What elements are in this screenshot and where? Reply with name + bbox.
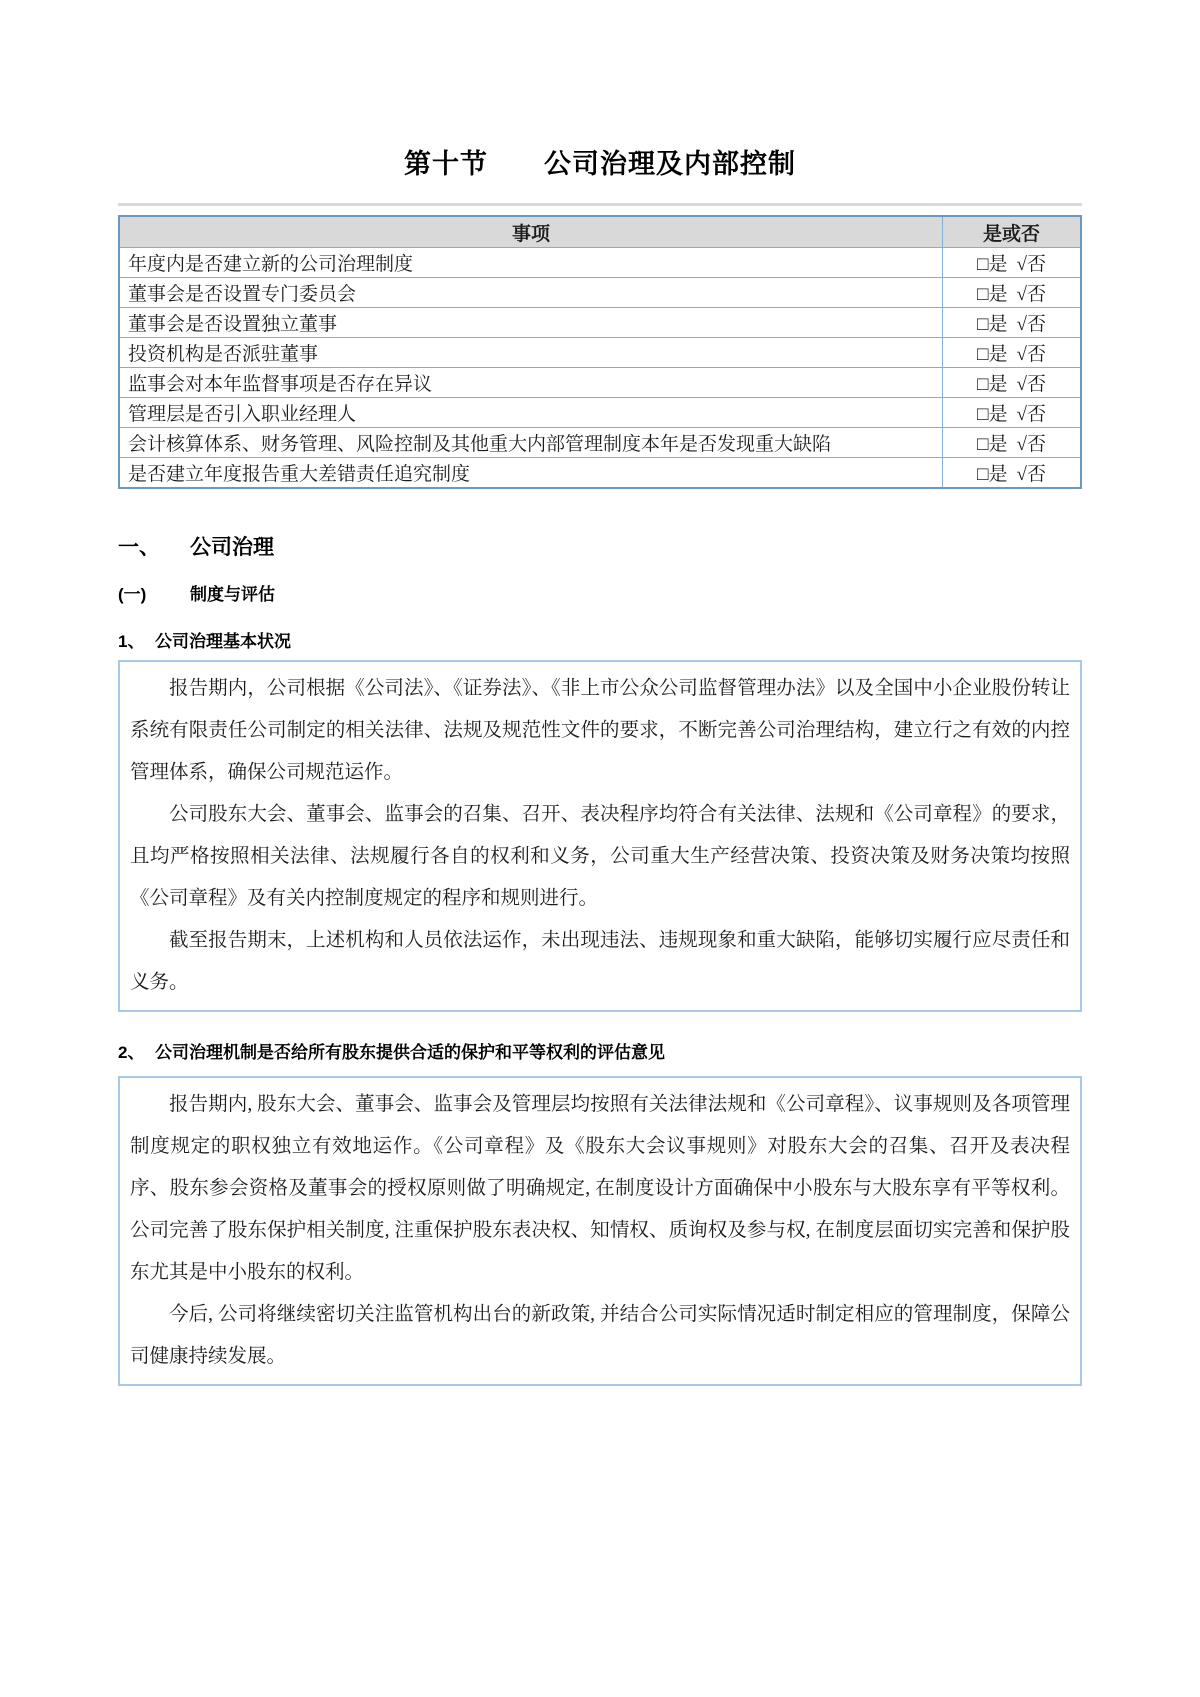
yes-option [977, 249, 1008, 276]
item-heading-governance-status [118, 631, 1082, 653]
no-label: 否 [1026, 434, 1046, 455]
item-heading-shareholder-protection [118, 1042, 1082, 1064]
paragraph: 公司股东大会、董事会、监事会的召集、召开、表决程序均符合有关法律、法规和《公司章程》的要求，且均严格按照相关法律、法规履行各自的权利和义务，公司重大生产经营决策、投资决策及财务决策均按照《公司章程》及有关内控制度规定的程序和规则进行。 [130, 804, 1070, 909]
governance-status-box [118, 660, 1082, 1012]
no-option [1017, 339, 1046, 366]
yes-label: 是 [988, 344, 1008, 365]
yes-label: 是 [988, 464, 1008, 485]
answer-cell [942, 398, 1081, 428]
checkbox-unchecked-icon: □ [977, 374, 989, 395]
paragraph: 今后, 公司将继续密切关注监管机构出台的新政策, 并结合公司实际情况适时制定相应的管理制度，保障公司健康持续发展。 [130, 1304, 1070, 1367]
governance-checklist-table [118, 215, 1082, 489]
checkbox-unchecked-icon: □ [977, 404, 989, 425]
column-header-answer: 是或否 [942, 216, 1081, 248]
table-row [119, 248, 1081, 278]
answer-cell [942, 278, 1081, 308]
table-top-divider [118, 203, 1082, 206]
checkmark-icon: √ [1016, 434, 1027, 455]
no-label: 否 [1026, 374, 1046, 395]
checkbox-unchecked-icon: □ [977, 464, 989, 485]
no-option [1017, 369, 1046, 396]
table-row [119, 428, 1081, 458]
item-cell: 管理层是否引入职业经理人 [119, 398, 942, 428]
yes-label: 是 [988, 374, 1008, 395]
paragraph: 报告期内, 股东大会、董事会、监事会及管理层均按照有关法律法规和《公司章程》、议事规则及各项管理制度规定的职权独立有效地运作。《公司章程》及《股东大会议事规则》对股东大会的召集、召开及表决程序、股东参会资格及董事会的授权原则做了明确规定, 在制度设计方面确保中小股东与大股东享有平等权利。公司完善了股东保护相关制度, 注重保护股东表决权、知情权、质询权及参与权, 在制度层面切实完善和保护股东尤其是中小股东的权利。 [130, 1094, 1070, 1283]
no-label: 否 [1026, 464, 1046, 485]
answer-cell [942, 368, 1081, 398]
no-option [1017, 249, 1046, 276]
subsection-title: 制度与评估 [190, 585, 275, 604]
no-label: 否 [1026, 314, 1046, 335]
item-number: 1、 [118, 632, 145, 651]
yes-option [977, 429, 1008, 456]
no-option [1017, 279, 1046, 306]
table-row [119, 338, 1081, 368]
table-header-row [119, 216, 1081, 248]
item-number: 2、 [118, 1043, 145, 1062]
paragraph: 截至报告期末，上述机构和人员依法运作，未出现违法、违规现象和重大缺陷，能够切实履行应尽责任和义务。 [130, 930, 1070, 993]
no-option [1017, 309, 1046, 336]
item-cell: 是否建立年度报告重大差错责任追究制度 [119, 458, 942, 489]
section-title: 公司治理 [190, 536, 274, 559]
no-option [1017, 399, 1046, 426]
checkmark-icon: √ [1016, 314, 1027, 335]
table-row [119, 398, 1081, 428]
subsection-heading-system-evaluation [118, 584, 1082, 606]
checkbox-unchecked-icon: □ [977, 254, 989, 275]
yes-label: 是 [988, 314, 1008, 335]
table-row [119, 308, 1081, 338]
column-header-item: 事项 [119, 216, 942, 248]
answer-cell [942, 248, 1081, 278]
no-option [1017, 459, 1046, 486]
item-cell: 投资机构是否派驻董事 [119, 338, 942, 368]
section-heading-governance [118, 535, 1082, 561]
checkmark-icon: √ [1016, 344, 1027, 365]
yes-label: 是 [988, 284, 1008, 305]
page-title: 第十节 公司治理及内部控制 [404, 149, 796, 179]
checkbox-unchecked-icon: □ [977, 434, 989, 455]
checkbox-unchecked-icon: □ [977, 314, 989, 335]
no-label: 否 [1026, 344, 1046, 365]
yes-option [977, 279, 1008, 306]
table-row [119, 368, 1081, 398]
yes-label: 是 [988, 254, 1008, 275]
no-label: 否 [1026, 254, 1046, 275]
answer-cell [942, 458, 1081, 489]
yes-label: 是 [988, 404, 1008, 425]
yes-label: 是 [988, 434, 1008, 455]
checkmark-icon: √ [1016, 284, 1027, 305]
table-row [119, 458, 1081, 489]
yes-option [977, 309, 1008, 336]
yes-option [977, 459, 1008, 486]
item-cell: 年度内是否建立新的公司治理制度 [119, 248, 942, 278]
checkbox-unchecked-icon: □ [977, 344, 989, 365]
yes-option [977, 399, 1008, 426]
item-title: 公司治理基本状况 [155, 632, 291, 651]
table-row [119, 278, 1081, 308]
checkmark-icon: √ [1016, 464, 1027, 485]
checkmark-icon: √ [1016, 374, 1027, 395]
item-cell: 董事会是否设置专门委员会 [119, 278, 942, 308]
answer-cell [942, 308, 1081, 338]
paragraph: 报告期内，公司根据《公司法》、《证券法》、《非上市公众公司监督管理办法》以及全国中小企业股份转让系统有限责任公司制定的相关法律、法规及规范性文件的要求，不断完善公司治理结构，建立行之有效的内控管理体系，确保公司规范运作。 [130, 678, 1070, 783]
subsection-number: (一) [118, 585, 147, 604]
shareholder-protection-box [118, 1076, 1082, 1386]
item-title: 公司治理机制是否给所有股东提供合适的保护和平等权利的评估意见 [155, 1043, 665, 1062]
no-option [1017, 429, 1046, 456]
yes-option [977, 339, 1008, 366]
section-number: 一、 [118, 536, 160, 559]
item-cell: 监事会对本年监督事项是否存在异议 [119, 368, 942, 398]
checkmark-icon: √ [1016, 254, 1027, 275]
no-label: 否 [1026, 404, 1046, 425]
checkbox-unchecked-icon: □ [977, 284, 989, 305]
answer-cell [942, 338, 1081, 368]
item-cell: 董事会是否设置独立董事 [119, 308, 942, 338]
answer-cell [942, 428, 1081, 458]
no-label: 否 [1026, 284, 1046, 305]
checkmark-icon: √ [1016, 404, 1027, 425]
item-cell: 会计核算体系、财务管理、风险控制及其他重大内部管理制度本年是否发现重大缺陷 [119, 428, 942, 458]
yes-option [977, 369, 1008, 396]
